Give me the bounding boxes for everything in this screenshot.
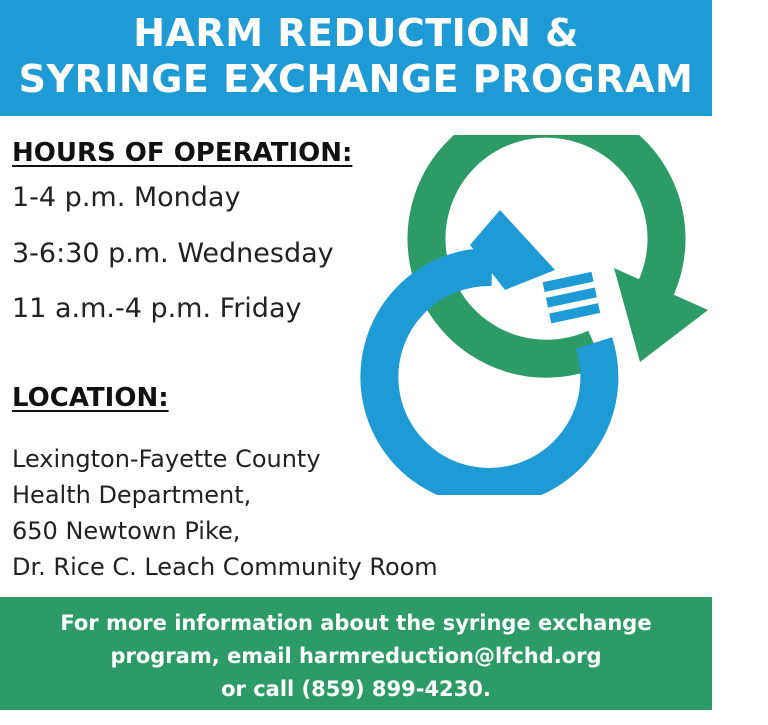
title-banner (0, 0, 712, 116)
contact-line-2: program, email harmreduction@lfchd.org (110, 644, 602, 668)
address-line: Health Department, (12, 481, 252, 509)
address-line: Lexington-Fayette County (12, 445, 321, 473)
hours-item-wednesday: 3-6:30 p.m. Wednesday (12, 238, 334, 269)
address-line: 650 Newtown Pike, (12, 517, 241, 545)
address-line: Dr. Rice C. Leach Community Room (12, 553, 438, 581)
hours-item-friday: 11 a.m.-4 p.m. Friday (12, 293, 302, 324)
title-line-1: HARM REDUCTION & (133, 11, 579, 55)
title-line-2: SYRINGE EXCHANGE PROGRAM (18, 57, 694, 101)
hours-item-monday: 1-4 p.m. Monday (12, 182, 241, 213)
interlocking-arrows-icon (355, 135, 715, 495)
contact-line-3: or call (859) 899-4230. (221, 677, 491, 701)
contact-line-1: For more information about the syringe exchange (60, 611, 652, 635)
hours-heading: HOURS OF OPERATION: (12, 138, 353, 168)
blue-arrow-stripes (543, 272, 601, 323)
contact-banner (0, 597, 712, 710)
location-heading: LOCATION: (12, 383, 169, 413)
